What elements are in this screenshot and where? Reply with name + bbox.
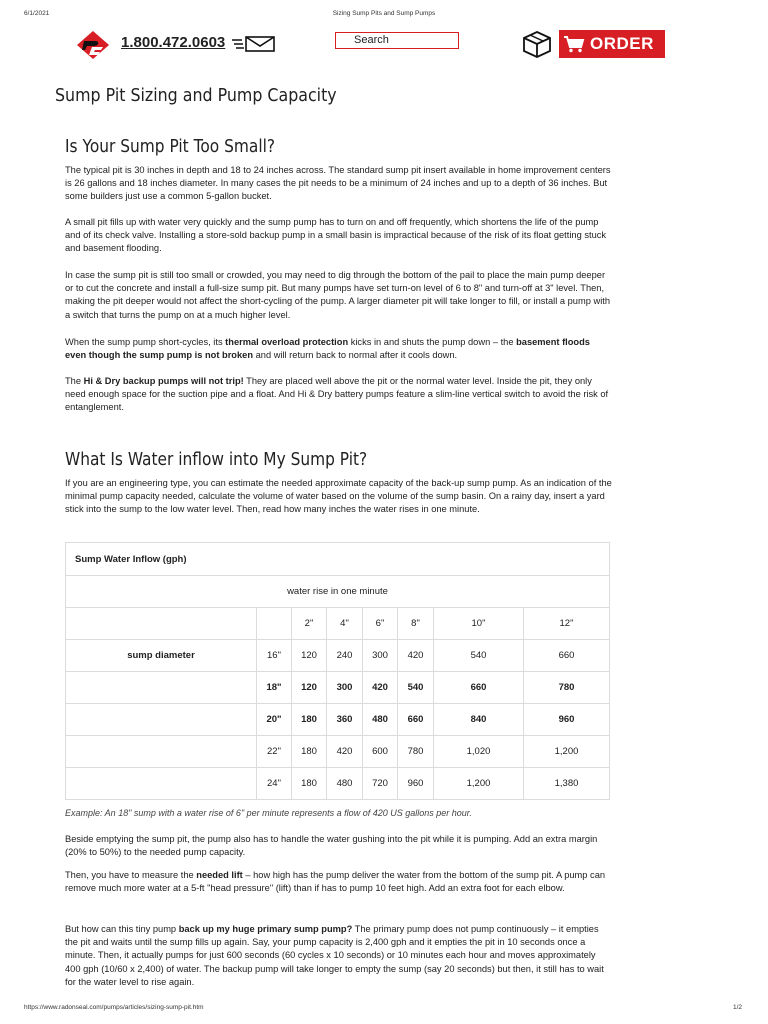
print-title: Sizing Sump Pits and Sump Pumps [332, 10, 436, 17]
diameter-cell: 16" [257, 640, 292, 672]
table-cell: 180 [292, 768, 327, 800]
table-row [66, 704, 610, 736]
table-cell: 420 [327, 736, 363, 768]
table-cell: 420 [363, 672, 398, 704]
row-label: sump diameter [66, 640, 257, 672]
table-cell: 780 [398, 736, 434, 768]
emphasis-text: back up my huge primary sump pump? [178, 924, 353, 934]
table-header-cell: 4" [327, 608, 363, 640]
paragraph: A small pit fills up with water very quickly and the sump pump has to turn on and off frequently, which shortens the life of the pump and of its check valve. Installing a store-sold backup pump in a small basin is impractical because of the risk of its float getting stuck and basement flooding. [65, 217, 607, 254]
table-header-cell: 2" [292, 608, 327, 640]
table-cell: 780 [524, 672, 610, 704]
page-url[interactable]: https://www.radonseal.com/pumps/articles/sizing-sump-pit.htm [24, 1004, 204, 1011]
table-cell: 540 [398, 672, 434, 704]
table-header-cell: 6" [363, 608, 398, 640]
inflow-table [65, 542, 610, 800]
table-header-row [66, 608, 610, 640]
paragraph: The typical pit is 30 inches in depth and 18 to 24 inches across. The standard sump pit insert available in home improvement centers is 26 gallons and 18 inches diameter. In many cases the pit needs to be a minimum of 24 inches and up to a depth of 36 inches. But some builders just use a common 5-gallon bucket. [65, 165, 611, 202]
print-header [0, 10, 768, 22]
table-cell: 660 [524, 640, 610, 672]
table-cell: 1,380 [524, 768, 610, 800]
emphasis-text: needed lift [196, 870, 243, 880]
example-caption: Example: An 18" sump with a water rise of 6" per minute represents a flow of 420 US gallons per hour. [65, 808, 472, 818]
page-number: 1/2 [733, 1004, 743, 1011]
table-header-cell: 10" [434, 608, 524, 640]
table-row [66, 768, 610, 800]
emphasis-text: basement floods even though the sump pump is not broken [65, 337, 590, 361]
paragraph: The Hi & Dry backup pumps will not trip! They are placed well above the pit or the normal water level. Inside the pit, they only need enough space for the suction pipe and a float. And Hi & Dry battery pumps feature a slim-line vertical switch to avoid the risk of entanglement. [65, 376, 609, 413]
diameter-cell: 22" [257, 736, 292, 768]
mail-icon[interactable] [232, 34, 276, 54]
paragraph: Beside emptying the sump pit, the pump also has to handle the water gushing into the pit while it is pumping. Add an extra margin (20% to 50%) to the needed pump capacity. [65, 834, 598, 858]
table-header-cell: 8" [398, 608, 434, 640]
table-row [66, 672, 610, 704]
table-cell: 660 [434, 672, 524, 704]
phone-link[interactable]: 1.800.472.0603 [121, 34, 226, 51]
table-row [66, 736, 610, 768]
table-cell: 960 [398, 768, 434, 800]
emphasis-text: Hi & Dry backup pumps will not trip! [83, 376, 244, 386]
diameter-cell: 24" [257, 768, 292, 800]
table-cell: 120 [292, 672, 327, 704]
table-header-cell: 12" [524, 608, 610, 640]
order-button[interactable] [559, 30, 665, 58]
paragraph: If you are an engineering type, you can estimate the needed approximate capacity of the back-up sump pump. As an indication of the minimal pump capacity needed, calculate the volume of water based on the volume of the sump basin. On a rainy day, insert a yard stick into the sump to the low water level. Then, read how many inches the water rises in one minute. [65, 478, 612, 515]
table-cell: 720 [363, 768, 398, 800]
table-cell: 840 [434, 704, 524, 736]
table-cell: 120 [292, 640, 327, 672]
table-cell: 360 [327, 704, 363, 736]
diameter-cell: 20" [257, 704, 292, 736]
paragraph: Then, you have to measure the needed lift – how high has the pump deliver the water from the bottom of the sump pit. A pump can remove much more water at a 5-ft "head pressure" (lift) than if has to pump 10 feet high. Add an extra foot for each elbow. [65, 870, 606, 894]
paragraph: But how can this tiny pump back up my huge primary sump pump? The primary pump does not pump continuously – it empties the pit and waits until the sump fills up again. Say, your pump capacity is 2,400 gph and it empties the pit in 10 seconds once a minute. Then, it actually pumps for just 600 seconds (60 cycles x 10 seconds) or 10 minutes each hour and moves approximately 400 gph (10/60 x 2,400) of water. The backup pump will take longer to empty the sump (say 20 seconds) but then, it still has to wait for the water level to rise again. [65, 924, 604, 987]
site-header [0, 26, 768, 66]
table-subtitle: water rise in one minute [66, 576, 610, 608]
page-title: Sump Pit Sizing and Pump Capacity [55, 85, 337, 106]
search-label: Search [354, 34, 389, 46]
table-cell: 180 [292, 704, 327, 736]
print-date: 6/1/2021 [24, 10, 50, 17]
table-row [66, 640, 610, 672]
paragraph: When the sump pump short-cycles, its thermal overload protection kicks in and shuts the pump down – the basement floods even though the sump pump is not broken and will return back to normal after it cools down. [65, 337, 590, 361]
diameter-cell: 18" [257, 672, 292, 704]
emphasis-text: thermal overload protection [225, 337, 349, 347]
table-cell: 1,200 [524, 736, 610, 768]
table-cell: 180 [292, 736, 327, 768]
table-cell: 300 [363, 640, 398, 672]
section-heading-water-inflow: What Is Water inflow into My Sump Pit? [65, 450, 368, 470]
table-cell: 1,020 [434, 736, 524, 768]
table-title: Sump Water Inflow (gph) [66, 543, 610, 576]
table-cell: 600 [363, 736, 398, 768]
table-cell: 960 [524, 704, 610, 736]
table-cell: 1,200 [434, 768, 524, 800]
cart-icon [563, 35, 585, 53]
paragraph: In case the sump pit is still too small or crowded, you may need to dig through the bottom of the pail to place the main pump deeper or to cut the concrete and install a full-size sump pit. But many pumps have set turn-on level of 6 to 8" and turn-off at 3" level. Then, making the pit deeper would not affect the short-cycling of the pump. A larger diameter pit will take longer to fill, or install a pump with a switch that turns the pump on at a much higher level. [65, 270, 611, 320]
table-cell: 300 [327, 672, 363, 704]
table-cell: 480 [363, 704, 398, 736]
table-cell: 660 [398, 704, 434, 736]
table-cell: 540 [434, 640, 524, 672]
table-cell: 240 [327, 640, 363, 672]
box-icon[interactable] [522, 30, 552, 58]
table-cell: 480 [327, 768, 363, 800]
table-cell: 420 [398, 640, 434, 672]
logo-icon[interactable] [76, 30, 110, 60]
order-label: ORDER [590, 34, 654, 53]
search-input[interactable] [335, 32, 459, 49]
section-heading-pit-size: Is Your Sump Pit Too Small? [65, 137, 276, 157]
